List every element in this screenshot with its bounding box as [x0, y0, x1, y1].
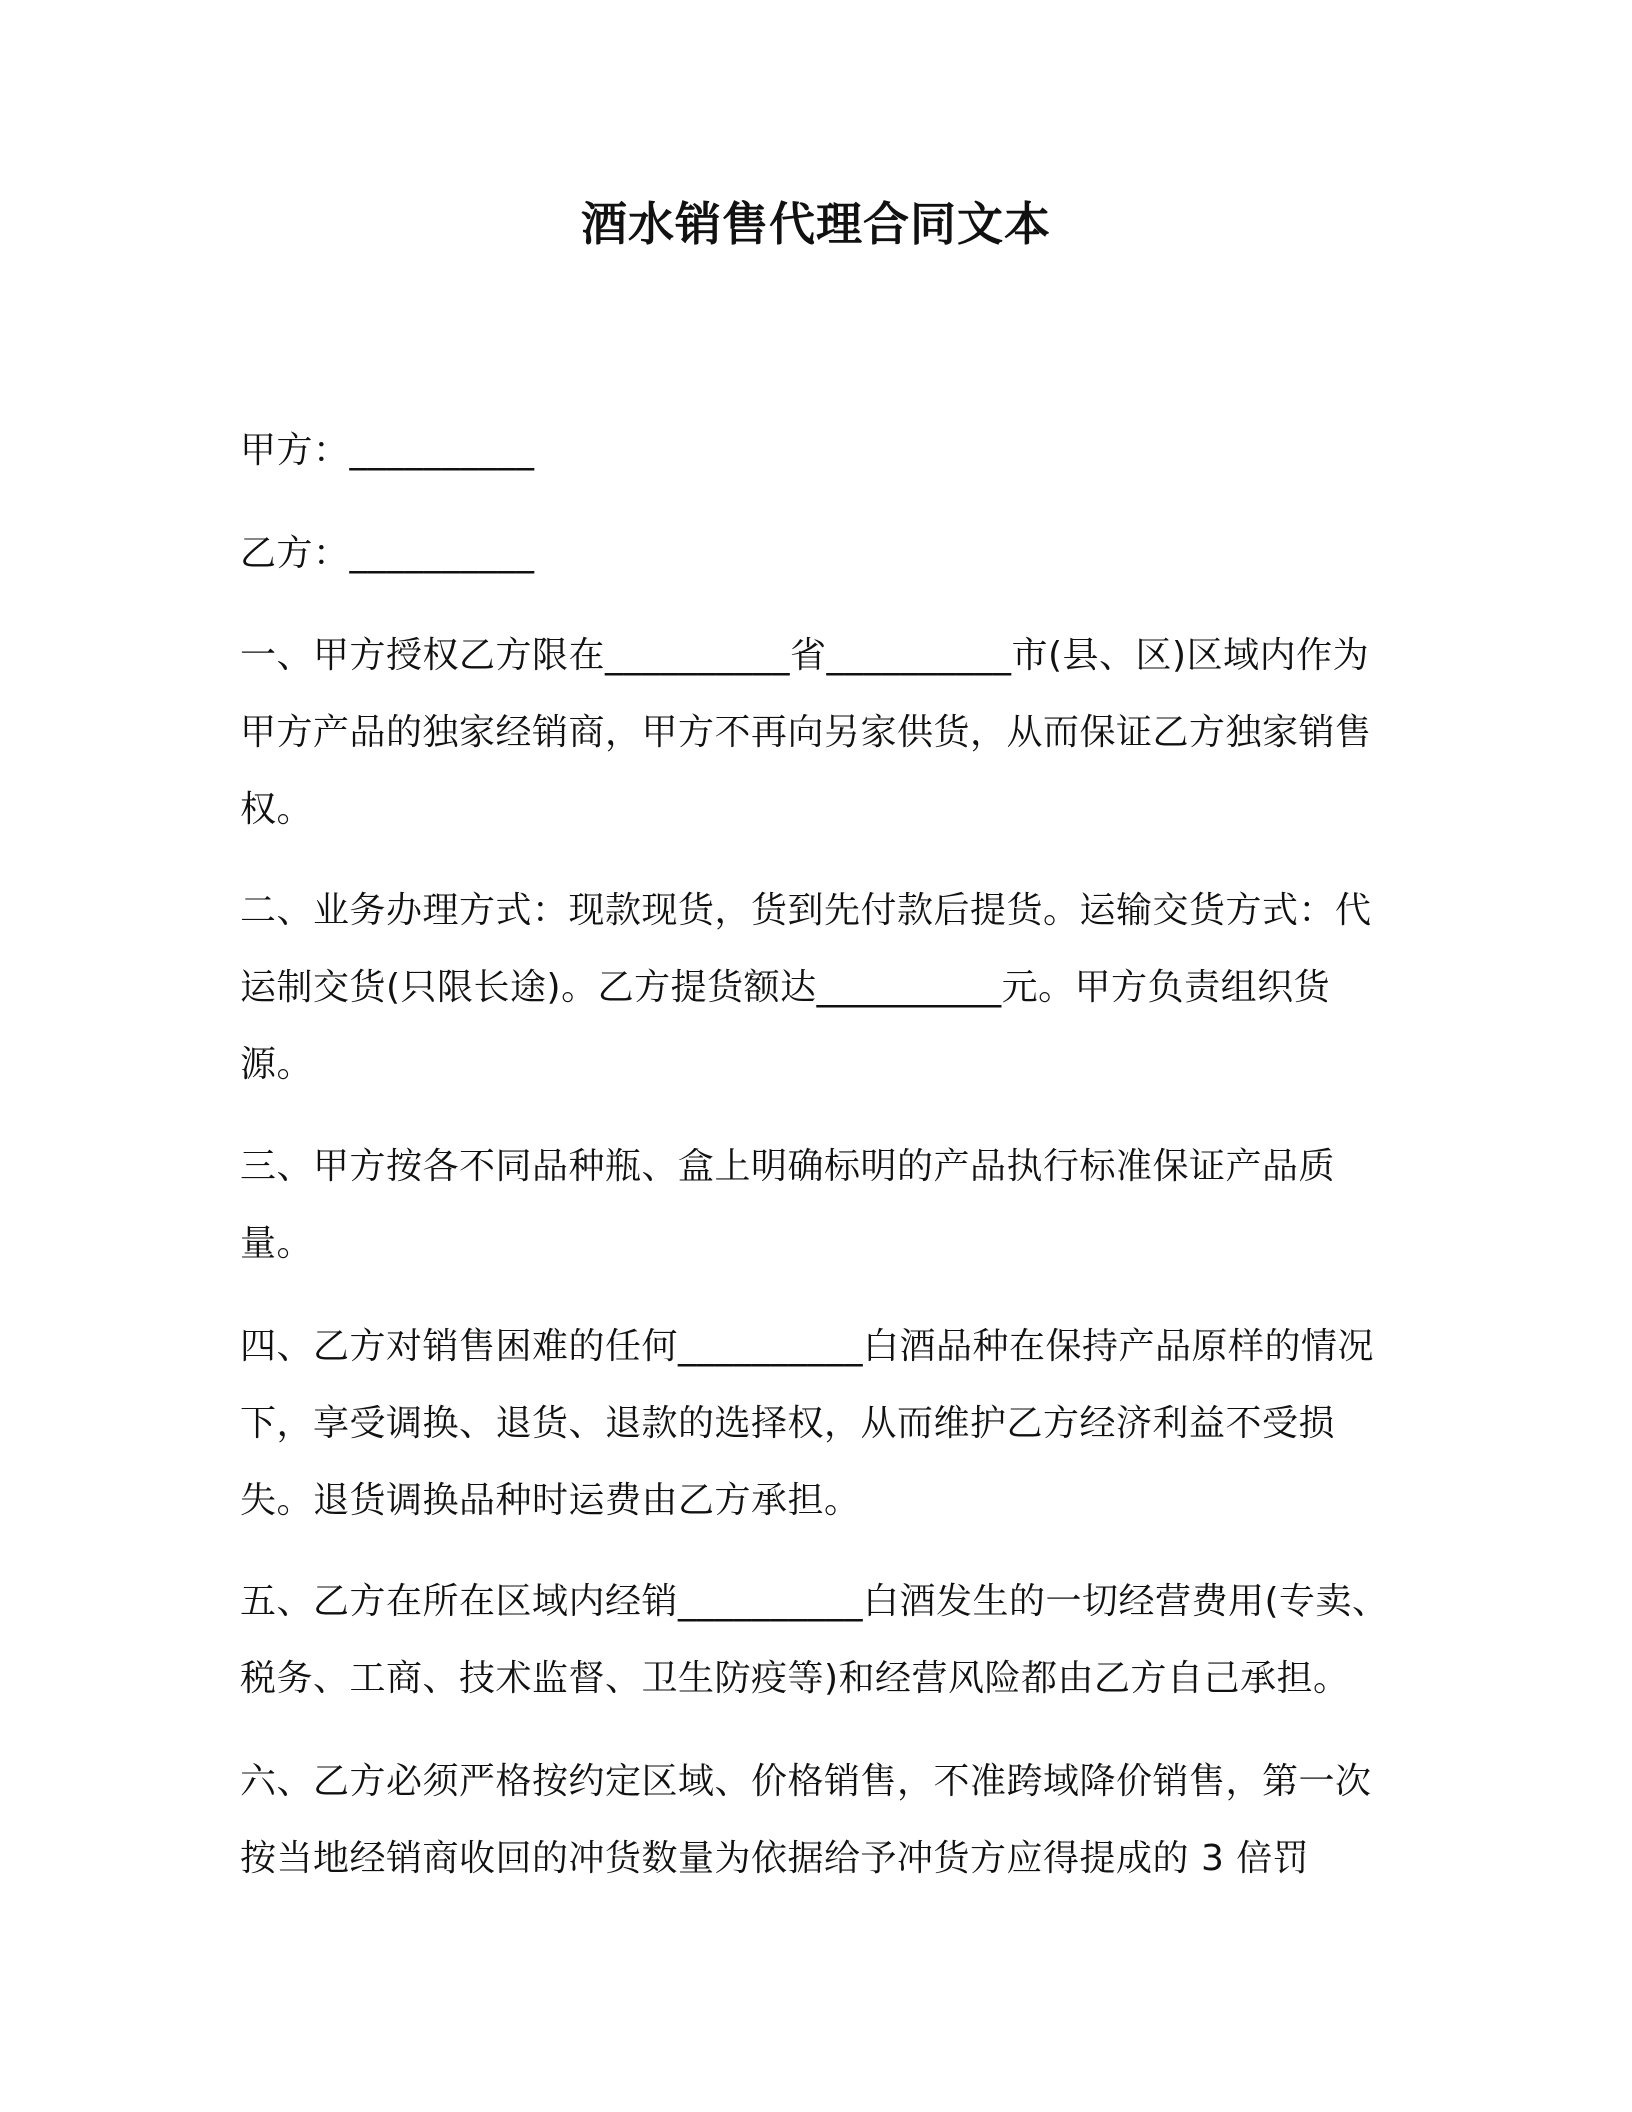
clause-2: [240, 872, 1390, 1103]
clause-text: 六、乙方必须严格按约定区域、价格销售，不准跨域降价销售，第一次按当地经销商收回的冲货数量为依据给予冲货方应得提成的 3 倍罚: [240, 1761, 1372, 1879]
clause-text: 四、乙方对销售困难的任何__________白酒品种在保持产品原样的情况下，享受调换、退货、退款的选择权，从而维护乙方经济利益不受损失。退货调换品种时运费由乙方承担。: [240, 1326, 1375, 1521]
clause-4: [240, 1308, 1390, 1539]
clause-text: 二、业务办理方式：现款现货，货到先付款后提货。运输交货方式：代运制交货(只限长途)。乙方提货额达__________元。甲方负责组织货源。: [240, 890, 1372, 1085]
party-a-text: 甲方：__________: [240, 430, 535, 471]
clause-1: [240, 617, 1390, 848]
clause-text: 三、甲方按各不同品种瓶、盒上明确标明的产品执行标准保证产品质量。: [240, 1146, 1336, 1264]
clause-text: 一、甲方授权乙方限在__________省__________市(县、区)区域内作为甲方产品的独家经销商，甲方不再向另家供货，从而保证乙方独家销售权。: [240, 635, 1372, 830]
clause-3: [240, 1128, 1390, 1282]
party-b-text: 乙方：__________: [240, 533, 535, 574]
document-title: 酒水销售代理合同文本: [581, 197, 1051, 251]
party-a-line: [240, 412, 1390, 489]
party-b-line: [240, 515, 1390, 592]
clause-6: [240, 1743, 1390, 1897]
clause-text: 五、乙方在所在区域内经销__________白酒发生的一切经营费用(专卖、税务、工商、技术监督、卫生防疫等)和经营风险都由乙方自己承担。: [240, 1581, 1389, 1699]
clause-5: [240, 1563, 1390, 1717]
